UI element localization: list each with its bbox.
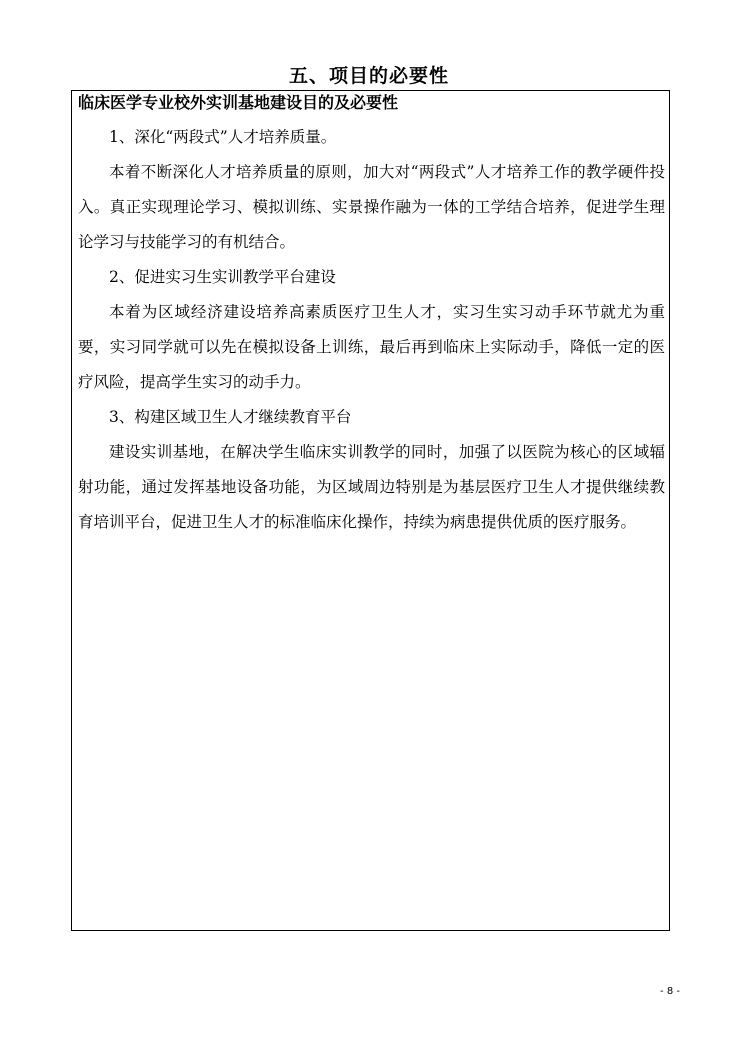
item-2-body: 本着为区域经济建设培养高素质医疗卫生人才，实习生实习动手环节就尤为重要，实习同学就可以先在模拟设备上训练，最后再到临床上实际动手，降低一定的医疗风险，提高学生实习的动手力。 [78,303,665,391]
item-1-heading: 1、深化“两段式”人才培养质量。 [109,128,337,146]
item-2-heading: 2、促进实习生实训教学平台建设 [109,268,336,286]
item-1-body: 本着不断深化人才培养质量的原则，加大对“两段式”人才培养工作的教学硬件投入。真正实现理论学习、模拟训练、实景操作融为一体的工学结合培养，促进学生理论学习与技能学习的有机结合。 [78,163,665,251]
page-number: - 8 - [660,986,680,997]
page-title: 五、项目的必要性 [288,65,449,87]
section-heading: 临床医学专业校外实训基地建设目的及必要性 [78,93,399,112]
table-cell-content [78,91,665,540]
item-3-heading: 3、构建区域卫生人才继续教育平台 [109,408,352,426]
item-3-body: 建设实训基地，在解决学生临床实训教学的同时，加强了以医院为核心的区域辐射功能，通过发挥基地设备功能，为区域周边特别是为基层医疗卫生人才提供继续教育培训平台，促进卫生人才的标准临床化操作，持续为病患提供优质的医疗服务。 [78,443,665,531]
